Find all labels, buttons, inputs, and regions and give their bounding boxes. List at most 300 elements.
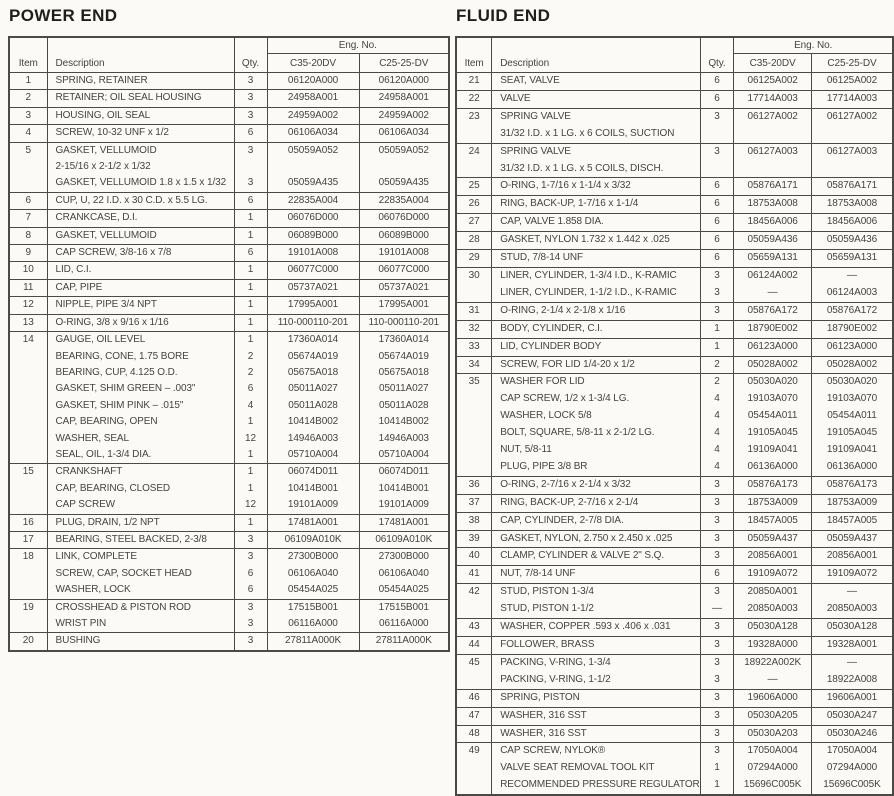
description-line: LINER, CYLINDER, 1-1/2 I.D., K-RAMIC xyxy=(500,286,677,298)
item-number-cell: 28 xyxy=(456,232,492,250)
qty-cell: 3 xyxy=(700,302,734,320)
eng-no-c35-cell: 05454A025 xyxy=(267,582,359,599)
item-number-cell: 25 xyxy=(456,178,492,196)
eng-no-c25-cell: 06077C000 xyxy=(359,262,449,279)
table-row xyxy=(456,442,893,459)
table-row xyxy=(456,425,893,442)
eng-no-c35-cell: 17481A001 xyxy=(267,514,359,531)
eng-no-c35-cell: 17714A003 xyxy=(734,90,812,108)
eng-no-c25-cell: 20856A001 xyxy=(811,548,893,566)
power-end-table-mount xyxy=(8,36,450,652)
description-line: 2-15/16 x 2-1/2 x 1/32 xyxy=(55,161,151,173)
table-row xyxy=(456,530,893,548)
table-row xyxy=(9,245,449,262)
description-cell xyxy=(492,90,700,108)
eng-no-c35-cell: 17515B001 xyxy=(267,599,359,616)
description-line: SCREW, 10-32 UNF x 1/2 xyxy=(55,127,169,139)
qty-cell: 3 xyxy=(700,654,734,671)
description-cell xyxy=(492,232,700,250)
description-cell xyxy=(492,320,700,338)
description-cell xyxy=(492,459,700,476)
header-qty: Qty. xyxy=(700,37,734,73)
table-row xyxy=(456,356,893,374)
description-line: LINER, CYLINDER, 1-3/4 I.D., K-RAMIC xyxy=(500,269,677,281)
description-cell xyxy=(492,302,700,320)
eng-no-c25-cell: — xyxy=(811,267,893,284)
description-cell xyxy=(47,279,234,296)
header-eng-no: Eng. No. xyxy=(267,37,449,54)
eng-no-c25-cell: 05059A435 xyxy=(359,175,449,192)
eng-no-c35-cell: 15696C005K xyxy=(734,777,812,795)
eng-no-c25-cell: — xyxy=(811,654,893,671)
qty-cell: 3 xyxy=(700,494,734,512)
eng-no-c25-cell: 19109A041 xyxy=(811,442,893,459)
eng-no-c25-cell: 18456A006 xyxy=(811,214,893,232)
qty-cell: 12 xyxy=(234,431,267,447)
item-number-cell: 41 xyxy=(456,566,492,584)
description-cell xyxy=(492,267,700,284)
table-row xyxy=(456,320,893,338)
description-line: CLAMP, CYLINDER & VALVE 2" S.Q. xyxy=(500,550,665,562)
item-number-cell: 6 xyxy=(9,192,47,209)
description-cell xyxy=(47,314,234,331)
eng-no-c35-cell: 05059A437 xyxy=(734,530,812,548)
eng-no-c25-cell: 06124A003 xyxy=(811,285,893,302)
item-number-cell: 48 xyxy=(456,725,492,743)
description-line: CROSSHEAD & PISTON ROD xyxy=(55,601,191,613)
table-row xyxy=(9,279,449,296)
item-number-cell: 10 xyxy=(9,262,47,279)
eng-no-c35-cell: — xyxy=(734,285,812,302)
eng-no-c35-cell: 07294A000 xyxy=(734,760,812,777)
eng-no-c25-cell: 06074D011 xyxy=(359,464,449,481)
description-line: LINK, COMPLETE xyxy=(55,551,137,563)
eng-no-c25-cell: 05059A052 xyxy=(359,142,449,175)
item-number-cell: 14 xyxy=(9,332,47,464)
qty-cell: 3 xyxy=(700,707,734,725)
description-line: GAUGE, OIL LEVEL xyxy=(55,334,146,346)
description-line: LID, C.I. xyxy=(55,264,92,276)
description-line: SCREW, FOR LID 1/4-20 x 1/2 xyxy=(500,358,635,370)
description-line: WASHER, 316 SST xyxy=(500,709,587,721)
item-number-cell: 13 xyxy=(9,314,47,331)
eng-no-c35-cell: 05876A172 xyxy=(734,302,812,320)
qty-cell: 6 xyxy=(700,232,734,250)
item-number-cell: 30 xyxy=(456,267,492,302)
table-row xyxy=(456,374,893,391)
qty-cell: 1 xyxy=(700,320,734,338)
fluid-end-panel xyxy=(455,6,894,796)
description-line: STUD, PISTON 1-3/4 xyxy=(500,586,594,598)
description-line: GASKET, SHIM PINK – .015" xyxy=(55,399,184,411)
eng-no-c25-cell: 18457A005 xyxy=(811,512,893,530)
table-row xyxy=(456,196,893,214)
description-cell xyxy=(492,530,700,548)
eng-no-c35-cell: 19105A045 xyxy=(734,425,812,442)
eng-no-c25-cell: 05876A173 xyxy=(811,476,893,494)
eng-no-c25-cell: 06125A002 xyxy=(811,73,893,91)
description-line: SEAL, OIL, 1-3/4 DIA. xyxy=(55,448,152,460)
qty-cell: 6 xyxy=(234,192,267,209)
description-cell xyxy=(47,381,234,397)
item-number-cell: 20 xyxy=(9,633,47,651)
eng-no-c25-cell: 18922A008 xyxy=(811,672,893,689)
eng-no-c25-cell: 14946A003 xyxy=(359,431,449,447)
item-number-cell: 45 xyxy=(456,654,492,689)
eng-no-c35-cell: 19101A009 xyxy=(267,497,359,514)
description-cell xyxy=(47,262,234,279)
eng-no-c35-cell: 06106A034 xyxy=(267,125,359,142)
eng-no-c25-cell: 19101A009 xyxy=(359,497,449,514)
description-line: BEARING, STEEL BACKED, 2-3/8 xyxy=(55,533,207,545)
eng-no-c25-cell: 06106A034 xyxy=(359,125,449,142)
table-row xyxy=(456,232,893,250)
description-line: HOUSING, OIL SEAL xyxy=(55,109,151,121)
power-end-panel xyxy=(8,6,450,652)
item-number-cell: 9 xyxy=(9,245,47,262)
eng-no-c25-cell: 05710A004 xyxy=(359,447,449,464)
table-row xyxy=(456,707,893,725)
description-cell xyxy=(47,349,234,365)
description-line: CAP, PIPE xyxy=(55,281,103,293)
table-row xyxy=(9,90,449,107)
table-row xyxy=(9,633,449,651)
item-number-cell: 26 xyxy=(456,196,492,214)
item-number-cell: 36 xyxy=(456,476,492,494)
eng-no-c25-cell: 06089B000 xyxy=(359,227,449,244)
description-line: BEARING, CONE, 1.75 BORE xyxy=(55,350,189,362)
table-row xyxy=(456,548,893,566)
qty-cell: 3 xyxy=(700,143,734,178)
description-line: BEARING, CUP, 4.125 O.D. xyxy=(55,366,178,378)
table-row xyxy=(9,262,449,279)
description-line: 31/32 I.D. x 1 LG. x 5 COILS, DISCH. xyxy=(500,162,664,174)
power-end-title: POWER END xyxy=(9,6,118,25)
eng-no-c25-cell: 27811A000K xyxy=(359,633,449,651)
description-line: CRANKSHAFT xyxy=(55,466,123,478)
description-line: O-RING, 2-1/4 x 2-1/8 x 1/16 xyxy=(500,304,626,316)
item-number-cell: 4 xyxy=(9,125,47,142)
qty-cell: 6 xyxy=(234,566,267,582)
qty-cell: 6 xyxy=(700,250,734,268)
qty-cell: 1 xyxy=(234,227,267,244)
table-row xyxy=(456,143,893,178)
qty-cell: 1 xyxy=(234,447,267,464)
eng-no-c35-cell: 18790E002 xyxy=(734,320,812,338)
description-line: BOLT, SQUARE, 5/8-11 x 2-1/2 LG. xyxy=(500,427,655,439)
description-line: CAP, BEARING, OPEN xyxy=(55,416,158,428)
description-cell xyxy=(47,398,234,414)
description-cell xyxy=(47,447,234,464)
eng-no-c25-cell: 19105A045 xyxy=(811,425,893,442)
description-line: CAP SCREW, 3/8-16 x 7/8 xyxy=(55,247,172,259)
description-line: STUD, 7/8-14 UNF xyxy=(500,252,584,264)
item-number-cell: 17 xyxy=(9,531,47,548)
item-number-cell: 16 xyxy=(9,514,47,531)
eng-no-c25-cell: 05030A128 xyxy=(811,619,893,637)
qty-cell: 3 xyxy=(234,633,267,651)
eng-no-c35-cell: 06127A003 xyxy=(734,143,812,178)
header-item: Item xyxy=(456,37,492,73)
description-cell xyxy=(492,566,700,584)
item-number-cell: 27 xyxy=(456,214,492,232)
description-cell xyxy=(47,431,234,447)
item-number-cell: 8 xyxy=(9,227,47,244)
eng-no-c35-cell: 06120A000 xyxy=(267,73,359,90)
fluid-end-title: FLUID END xyxy=(456,6,551,25)
description-cell xyxy=(47,616,234,633)
qty-cell: 3 xyxy=(234,90,267,107)
item-number-cell: 5 xyxy=(9,142,47,192)
item-number-cell: 49 xyxy=(456,743,492,795)
header-c35-20dv: C35-20DV xyxy=(267,54,359,73)
qty-cell: 6 xyxy=(234,125,267,142)
table-row xyxy=(9,447,449,464)
description-line: WASHER, LOCK xyxy=(55,584,131,596)
table-row xyxy=(9,73,449,90)
description-line: RETAINER; OIL SEAL HOUSING xyxy=(55,92,202,104)
eng-no-c35-cell: 18457A005 xyxy=(734,512,812,530)
item-number-cell: 38 xyxy=(456,512,492,530)
description-cell xyxy=(492,512,700,530)
eng-no-c35-cell: 18456A006 xyxy=(734,214,812,232)
eng-no-c25-cell: 18790E002 xyxy=(811,320,893,338)
item-number-cell: 24 xyxy=(456,143,492,178)
description-cell xyxy=(47,497,234,514)
qty-cell: 2 xyxy=(234,349,267,365)
qty-cell: 1 xyxy=(234,314,267,331)
description-cell xyxy=(47,73,234,90)
qty-cell: 3 xyxy=(700,672,734,689)
description-cell xyxy=(492,743,700,760)
eng-no-c25-cell: 15696C005K xyxy=(811,777,893,795)
qty-cell: 6 xyxy=(700,214,734,232)
eng-no-c35-cell: 24958A001 xyxy=(267,90,359,107)
description-line: CRANKCASE, D.I. xyxy=(55,212,138,224)
eng-no-c35-cell: 27300B000 xyxy=(267,549,359,566)
description-line: CAP SCREW, NYLOK® xyxy=(500,745,606,757)
description-cell xyxy=(47,414,234,430)
eng-no-c35-cell: 05059A436 xyxy=(734,232,812,250)
item-number-cell: 47 xyxy=(456,707,492,725)
eng-no-c35-cell: 05011A027 xyxy=(267,381,359,397)
eng-no-c25-cell: 110-000110-201 xyxy=(359,314,449,331)
qty-cell: 3 xyxy=(700,530,734,548)
description-line: SCREW, CAP, SOCKET HEAD xyxy=(55,567,192,579)
eng-no-c25-cell: 05675A018 xyxy=(359,365,449,381)
description-cell xyxy=(492,196,700,214)
description-cell xyxy=(492,725,700,743)
description-cell xyxy=(47,365,234,381)
description-line: GASKET, SHIM GREEN – .003" xyxy=(55,383,196,395)
item-number-cell: 39 xyxy=(456,530,492,548)
description-line: WASHER, SEAL xyxy=(55,432,129,444)
description-line: SEAT, VALVE xyxy=(500,75,560,86)
table-row xyxy=(456,512,893,530)
eng-no-c35-cell: 05674A019 xyxy=(267,349,359,365)
qty-cell: 1 xyxy=(700,777,734,795)
description-cell xyxy=(47,549,234,566)
eng-no-c35-cell: 05454A011 xyxy=(734,408,812,425)
eng-no-c35-cell: 27811A000K xyxy=(267,633,359,651)
table-row xyxy=(9,497,449,514)
description-line: CAP, VALVE 1.858 DIA. xyxy=(500,216,604,228)
eng-no-c35-cell: 17050A004 xyxy=(734,743,812,760)
qty-cell: 4 xyxy=(700,391,734,408)
description-line: GASKET, VELLUMOID 1.8 x 1.5 x 1/32 xyxy=(55,177,227,189)
eng-no-c25-cell: 10414B001 xyxy=(359,481,449,497)
description-line: GASKET, VELLUMOID xyxy=(55,229,157,241)
eng-no-c25-cell: 06127A002 xyxy=(811,108,893,143)
eng-no-c25-cell: 27300B000 xyxy=(359,549,449,566)
table-row xyxy=(9,349,449,365)
description-line: BUSHING xyxy=(55,635,101,647)
eng-no-c25-cell: 19101A008 xyxy=(359,245,449,262)
description-line: VALVE xyxy=(500,92,531,104)
qty-cell: 4 xyxy=(700,442,734,459)
eng-no-c25-cell: 05454A025 xyxy=(359,582,449,599)
table-row xyxy=(9,464,449,481)
description-line: PACKING, V-RING, 1-1/2 xyxy=(500,673,611,685)
description-line: PACKING, V-RING, 1-3/4 xyxy=(500,656,611,668)
table-row xyxy=(9,142,449,175)
description-cell xyxy=(492,548,700,566)
description-line: RING, BACK-UP, 1-7/16 x 1-1/4 xyxy=(500,198,639,210)
description-cell xyxy=(492,178,700,196)
eng-no-c25-cell: 06127A003 xyxy=(811,143,893,178)
eng-no-c35-cell: 05028A002 xyxy=(734,356,812,374)
description-cell xyxy=(47,566,234,582)
qty-cell: 6 xyxy=(700,73,734,91)
table-row xyxy=(9,227,449,244)
description-line: SPRING VALVE xyxy=(500,145,571,157)
table-row xyxy=(9,514,449,531)
header-qty: Qty. xyxy=(234,37,267,73)
eng-no-c25-cell: 05454A011 xyxy=(811,408,893,425)
description-line: O-RING, 2-7/16 x 2-1/4 x 3/32 xyxy=(500,478,631,490)
description-cell xyxy=(492,654,700,671)
description-cell xyxy=(492,143,700,178)
qty-cell: 3 xyxy=(234,73,267,90)
eng-no-c35-cell: 06089B000 xyxy=(267,227,359,244)
qty-cell: 6 xyxy=(700,566,734,584)
eng-no-c35-cell: 14946A003 xyxy=(267,431,359,447)
description-cell xyxy=(47,175,234,192)
table-row xyxy=(456,285,893,302)
description-cell xyxy=(492,619,700,637)
table-row xyxy=(9,192,449,209)
table-row xyxy=(456,459,893,476)
item-number-cell: 35 xyxy=(456,374,492,476)
item-number-cell: 23 xyxy=(456,108,492,143)
qty-cell: 6 xyxy=(234,582,267,599)
qty-cell: 6 xyxy=(700,178,734,196)
qty-cell: 3 xyxy=(234,142,267,175)
eng-no-c25-cell: 17360A014 xyxy=(359,332,449,349)
item-number-cell: 7 xyxy=(9,210,47,227)
eng-no-c35-cell: 05030A203 xyxy=(734,725,812,743)
eng-no-c25-cell: 05737A021 xyxy=(359,279,449,296)
fluid-end-table-mount xyxy=(455,36,894,796)
item-number-cell: 2 xyxy=(9,90,47,107)
table-row xyxy=(9,314,449,331)
qty-cell: 3 xyxy=(700,512,734,530)
eng-no-c25-cell: 05059A436 xyxy=(811,232,893,250)
eng-no-c35-cell: 19103A070 xyxy=(734,391,812,408)
qty-cell: 3 xyxy=(234,107,267,124)
description-line: GASKET, VELLUMOID xyxy=(55,144,157,156)
description-line: 31/32 I.D. x 1 LG. x 6 COILS, SUCTION xyxy=(500,127,675,139)
item-number-cell: 18 xyxy=(9,549,47,599)
eng-no-c25-cell: 05030A020 xyxy=(811,374,893,391)
description-cell xyxy=(492,408,700,425)
eng-no-c35-cell: 19101A008 xyxy=(267,245,359,262)
qty-cell: 1 xyxy=(234,262,267,279)
qty-cell: 1 xyxy=(234,464,267,481)
description-line: NUT, 7/8-14 UNF xyxy=(500,568,576,580)
table-row xyxy=(456,743,893,760)
description-cell xyxy=(47,514,234,531)
eng-no-c25-cell: 05674A019 xyxy=(359,349,449,365)
item-number-cell: 33 xyxy=(456,338,492,356)
qty-cell: 3 xyxy=(700,725,734,743)
eng-no-c25-cell: 17050A004 xyxy=(811,743,893,760)
table-row xyxy=(9,481,449,497)
table-row xyxy=(456,267,893,284)
qty-cell: 1 xyxy=(234,210,267,227)
eng-no-c35-cell: 110-000110-201 xyxy=(267,314,359,331)
eng-no-c35-cell: 19328A000 xyxy=(734,637,812,655)
table-row xyxy=(456,777,893,795)
eng-no-c25-cell: 24958A001 xyxy=(359,90,449,107)
eng-no-c35-cell: 06125A002 xyxy=(734,73,812,91)
eng-no-c25-cell: 07294A000 xyxy=(811,760,893,777)
description-cell xyxy=(47,582,234,599)
description-cell xyxy=(47,125,234,142)
eng-no-c35-cell: 06077C000 xyxy=(267,262,359,279)
qty-cell: 3 xyxy=(234,599,267,616)
description-line: STUD, PISTON 1-1/2 xyxy=(500,603,594,615)
table-row xyxy=(456,108,893,143)
qty-cell: 3 xyxy=(700,108,734,143)
eng-no-c35-cell: 20850A001 xyxy=(734,584,812,601)
eng-no-c35-cell: 06109A010K xyxy=(267,531,359,548)
item-number-cell: 31 xyxy=(456,302,492,320)
eng-no-c35-cell: 19606A000 xyxy=(734,689,812,707)
eng-no-c25-cell: 17714A003 xyxy=(811,90,893,108)
eng-no-c25-cell: 06076D000 xyxy=(359,210,449,227)
qty-cell: 6 xyxy=(234,381,267,397)
table-row xyxy=(9,398,449,414)
eng-no-c35-cell: 20856A001 xyxy=(734,548,812,566)
qty-cell: 2 xyxy=(700,374,734,391)
qty-cell: 1 xyxy=(234,332,267,349)
description-cell xyxy=(492,338,700,356)
table-row xyxy=(9,297,449,314)
description-cell xyxy=(47,464,234,481)
eng-no-c25-cell: 06109A010K xyxy=(359,531,449,548)
qty-cell: 1 xyxy=(234,481,267,497)
item-number-cell: 32 xyxy=(456,320,492,338)
qty-cell: 4 xyxy=(700,425,734,442)
eng-no-c25-cell: 10414B002 xyxy=(359,414,449,430)
item-number-cell: 46 xyxy=(456,689,492,707)
item-number-cell: 42 xyxy=(456,584,492,619)
eng-no-c35-cell: 06127A002 xyxy=(734,108,812,143)
eng-no-c25-cell: 19606A001 xyxy=(811,689,893,707)
header-c35-20dv: C35-20DV xyxy=(734,54,812,73)
description-line: O-RING, 3/8 x 9/16 x 1/16 xyxy=(55,316,169,328)
